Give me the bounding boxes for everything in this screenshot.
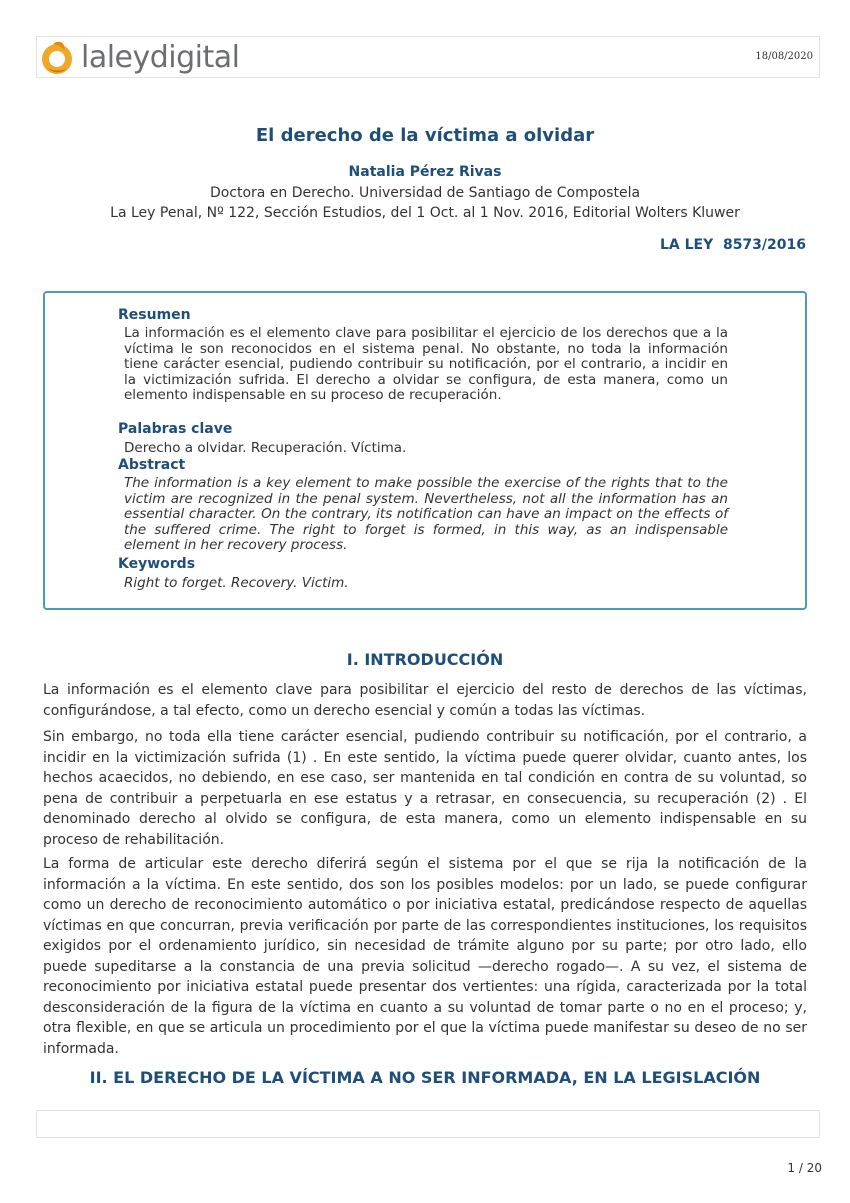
page-number: 1 / 20 <box>787 1161 822 1175</box>
laleydigital-logo-icon <box>39 40 75 76</box>
paragraph: Sin embargo, no toda ella tiene carácter esencial, pudiendo contribuir su notificación, por el contrario, a incidir en la victimización sufrida (1) . En este sentido, la víctima puede querer olvidar, cuanto antes, los hechos acaecidos, no debiendo, en ese caso, ser mantenida en tal condición en contra de su voluntad, so pena de contribuir a perpetuarla en ese estatus y a retrasar, en consecuencia, su recuperación (2) . El denominado derecho al olvido se configura, de esta manera, como un elemento indispensable en su proceso de rehabilitación. <box>43 729 807 848</box>
palabras-clave-heading: Palabras clave <box>118 421 233 437</box>
section-heading-legislacion: II. EL DERECHO DE LA VÍCTIMA A NO SER INFORMADA, EN LA LEGISLACIÓN <box>89 1068 761 1087</box>
article-title: El derecho de la víctima a olvidar <box>255 125 595 146</box>
article-author: Natalia Pérez Rivas <box>348 164 502 180</box>
palabras-clave-text: Derecho a olvidar. Recuperación. Víctima. <box>124 440 407 456</box>
author-affiliation: Doctora en Derecho. Universidad de Santiago de Compostela <box>209 185 641 201</box>
keywords-text: Right to forget. Recovery. Victim. <box>124 575 349 591</box>
abstract-box <box>43 291 807 610</box>
logo-text: laleydigital <box>81 40 240 75</box>
paragraph: La información es el elemento clave para posibilitar el ejercicio del resto de derechos de las víctimas, configurándose, a tal efecto, como un derecho esencial y común a todas las víctimas. <box>43 682 807 719</box>
section-heading-introduccion: I. INTRODUCCIÓN <box>346 650 504 669</box>
la-ley-reference: LA LEY 8573/2016 <box>659 237 806 253</box>
print-date: 18/08/2020 <box>755 51 813 62</box>
page-header <box>36 36 820 78</box>
article-source: La Ley Penal, Nº 122, Sección Estudios, del 1 Oct. al 1 Nov. 2016, Editorial Wolters Kluwer <box>110 205 740 221</box>
abstract-heading: Abstract <box>118 457 186 473</box>
logo <box>39 39 240 77</box>
paragraph: La forma de articular este derecho diferirá según el sistema por el que se rija la notificación de la información a la víctima. En este sentido, dos son los posibles modelos: por un lado, se puede configurar como un derecho de reconocimiento automático o por iniciativa estatal, predicándose respecto de aquellas víctimas en que concurran, previa verificación por parte de las correspondientes instituciones, los requisitos exigidos por el ordenamiento jurídico, sin necesidad de trámite alguno por su parte; por otro lado, ello puede supeditarse a la constancia de una previa solicitud —derecho rogado—. A su vez, el sistema de reconocimiento por iniciativa estatal puede presentar dos vertientes: una rígida, caracterizada por la total desconsideración de la figura de la víctima en cuanto a su voluntad de tomar parte o no en el proceso; y, otra flexible, en que se articula un procedimiento por el que la víctima puede manifestar su deseo de no ser informada. <box>43 856 807 1057</box>
abstract-text: The information is a key element to make possible the exercise of the rights that to the victim are recognized in the penal system. Nevertheless, not all the information has an essential character. On the contrary, its notification can have an impact on the effects of the suffered crime. The right to forget is formed, in this way, as an indispensable element in her recovery process. <box>124 475 728 553</box>
resumen-text: La información es el elemento clave para posibilitar el ejercicio de los derechos que a la víctima le son reconocidos en el sistema penal. No obstante, no toda la información tiene carácter esencial, pudiendo contribuir su notificación, por el contrario, a incidir en la victimización sufrida. El derecho a olvidar se configura, de esta manera, como un elemento indispensable en su proceso de recuperación. <box>124 325 728 403</box>
page-footer <box>36 1110 820 1138</box>
resumen-heading: Resumen <box>118 307 191 323</box>
keywords-heading: Keywords <box>118 556 196 572</box>
